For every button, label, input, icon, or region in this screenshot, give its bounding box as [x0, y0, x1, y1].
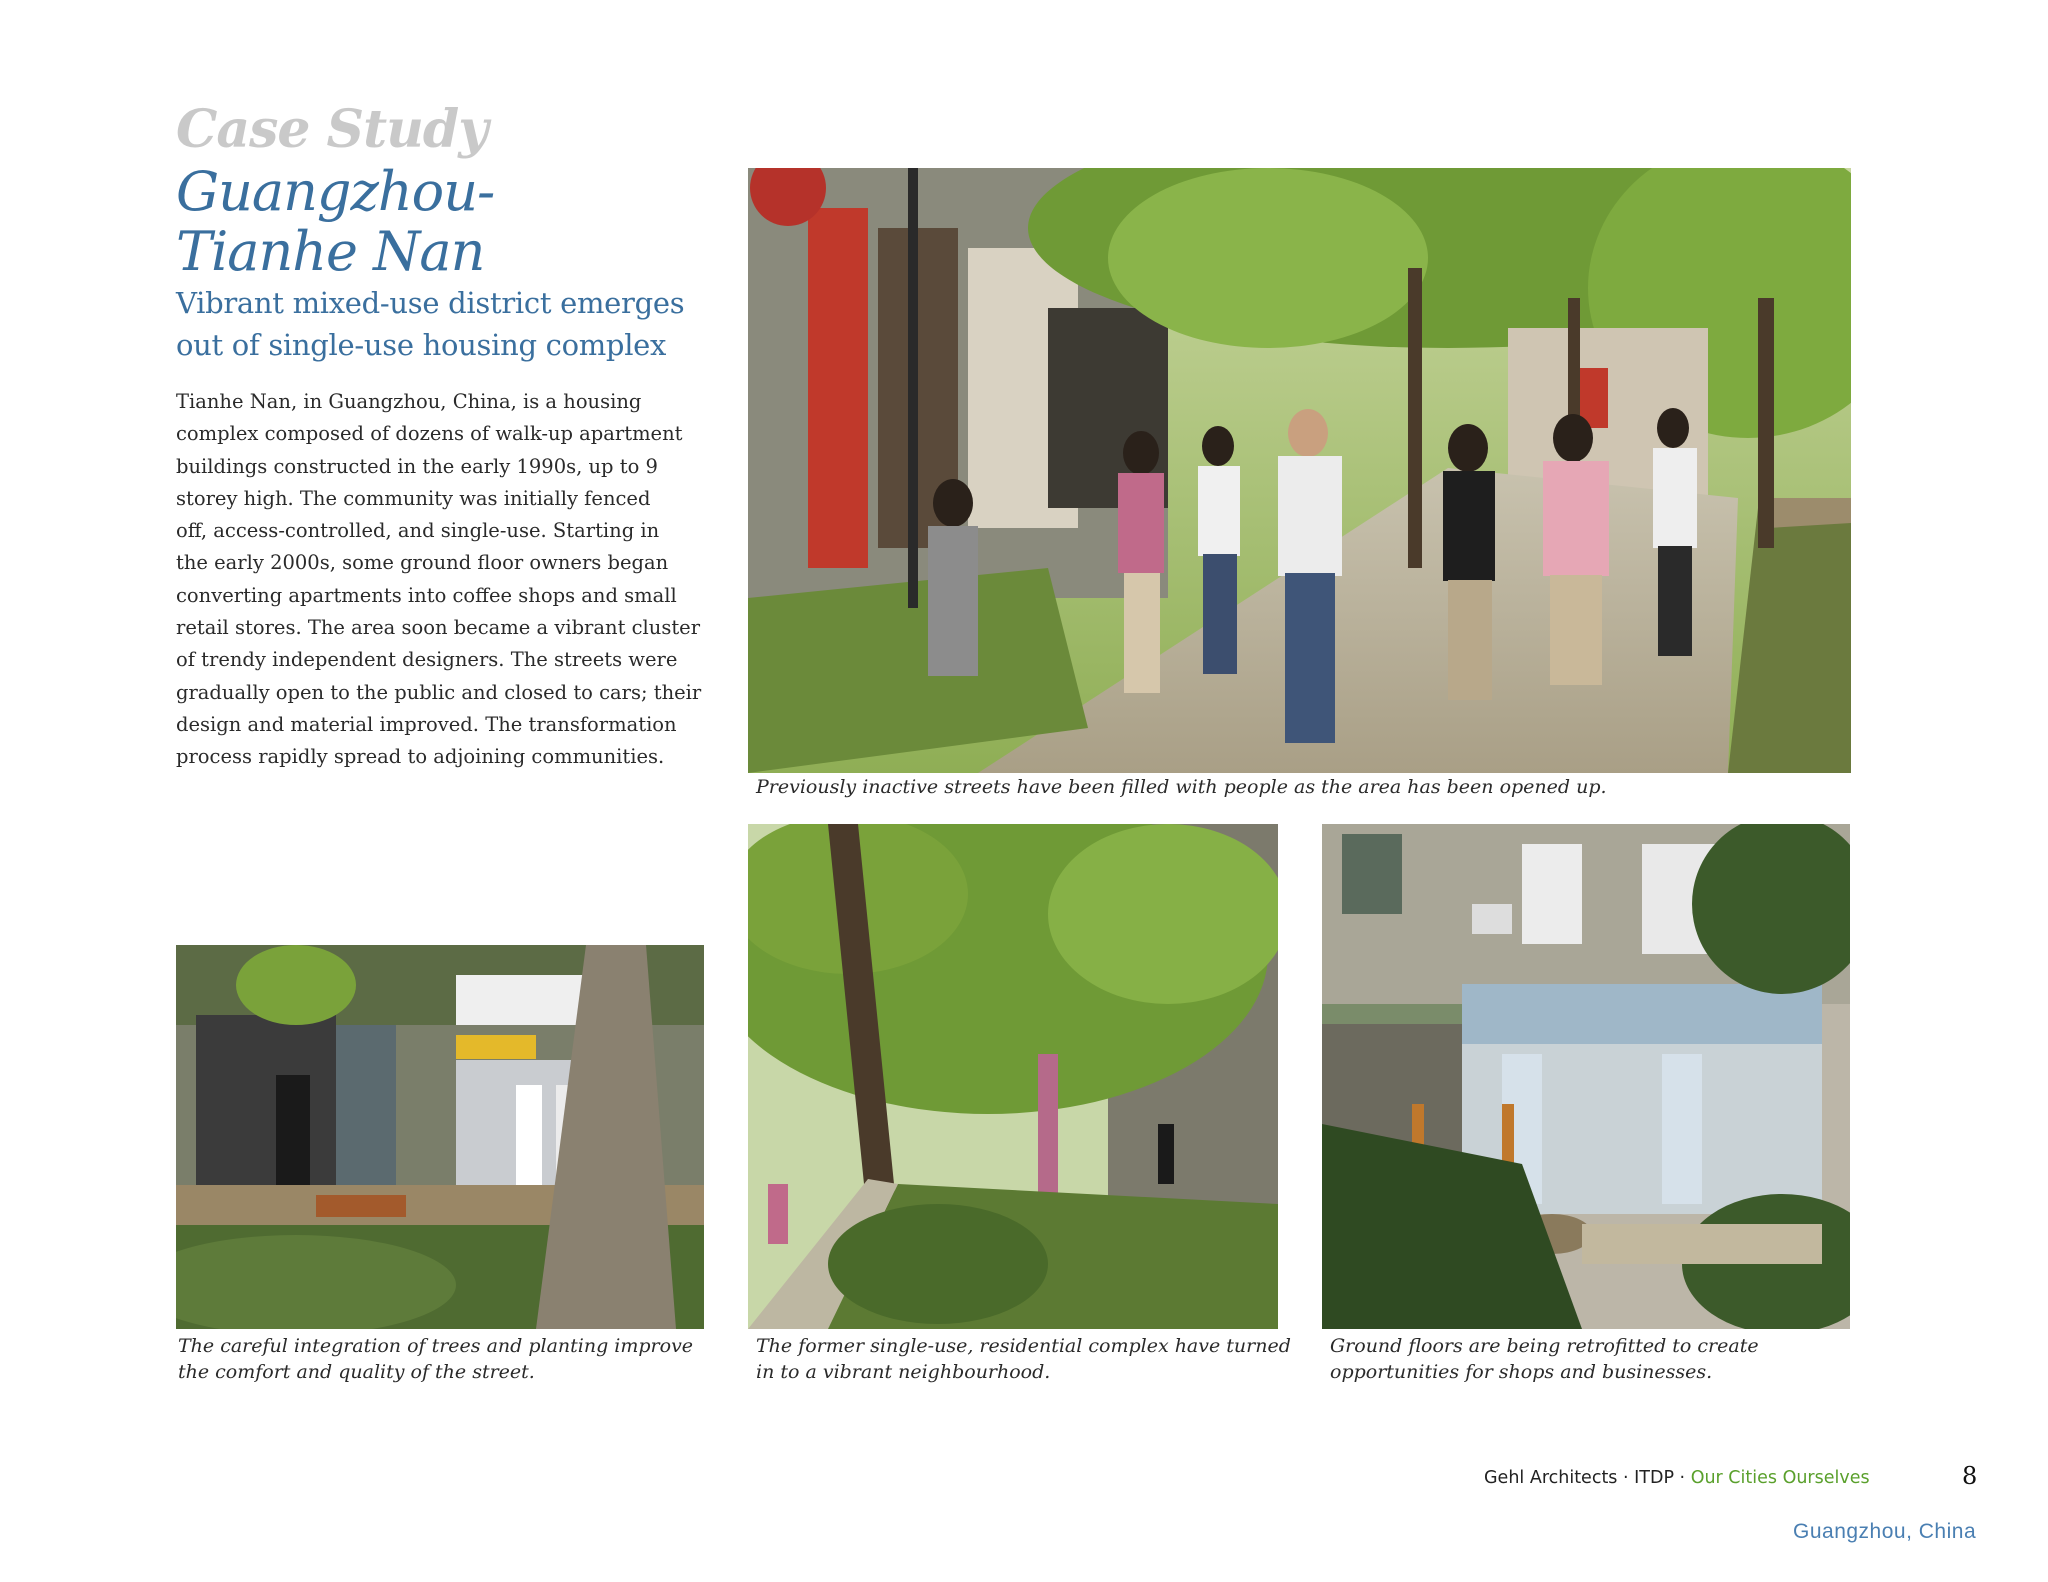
body-line: converting apartments into coffee shops and small: [176, 583, 677, 607]
location-label: Guangzhou, China: [1793, 1520, 1977, 1543]
bottom-middle-caption: [756, 1333, 1296, 1385]
caption-line: Ground floors are being retrofitted to create: [1330, 1335, 1759, 1357]
main-photo-caption: Previously inactive streets have been filled with people as the area has been opened up.: [756, 776, 1607, 798]
bottom-left-caption: [178, 1333, 718, 1385]
body-line: complex composed of dozens of walk-up apartment: [176, 422, 683, 446]
footer-credit-text: Gehl Architects · ITDP ·: [1484, 1468, 1691, 1488]
retrofit-facade-photo: [1322, 824, 1850, 1329]
body-line: retail stores. The area soon became a vibrant cluster: [176, 616, 701, 640]
footer-credit: [1484, 1468, 1870, 1488]
caption-line: the comfort and quality of the street.: [178, 1361, 535, 1383]
page-title: [176, 162, 736, 282]
case-study-kicker: Case Study: [176, 99, 488, 160]
caption-line: opportunities for shops and businesses.: [1330, 1361, 1713, 1383]
shopfront-photo: [176, 945, 704, 1329]
body-line: off, access-controlled, and single-use. Starting in: [176, 519, 660, 543]
body-line: the early 2000s, some ground floor owners began: [176, 551, 669, 575]
body-line: process rapidly spread to adjoining communities.: [176, 745, 665, 769]
body-line: storey high. The community was initially fenced: [176, 486, 651, 510]
caption-line: The former single-use, residential complex have turned: [756, 1335, 1291, 1357]
subtitle-line-1: Vibrant mixed-use district emerges: [176, 286, 685, 320]
page-number: 8: [1962, 1462, 1978, 1490]
main-street-photo: [748, 168, 1851, 773]
body-line: Tianhe Nan, in Guangzhou, China, is a housing: [176, 390, 642, 413]
caption-line: The careful integration of trees and planting improve: [178, 1335, 694, 1357]
body-line: design and material improved. The transformation: [176, 712, 677, 736]
subtitle-line-2: out of single-use housing complex: [176, 328, 667, 362]
title-line-1: Guangzhou-: [176, 160, 495, 223]
title-line-2: Tianhe Nan: [176, 220, 485, 283]
page-subtitle: [176, 282, 736, 366]
body-paragraph: [176, 386, 716, 774]
caption-line: in to a vibrant neighbourhood.: [756, 1361, 1051, 1383]
bottom-right-caption: [1330, 1333, 1870, 1385]
body-line: buildings constructed in the early 1990s, up to 9: [176, 454, 658, 478]
tree-lined-street-photo: [748, 824, 1278, 1329]
footer-series: Our Cities Ourselves: [1690, 1468, 1870, 1488]
body-line: of trendy independent designers. The streets were: [176, 648, 678, 672]
body-line: gradually open to the public and closed to cars; their: [176, 680, 702, 704]
